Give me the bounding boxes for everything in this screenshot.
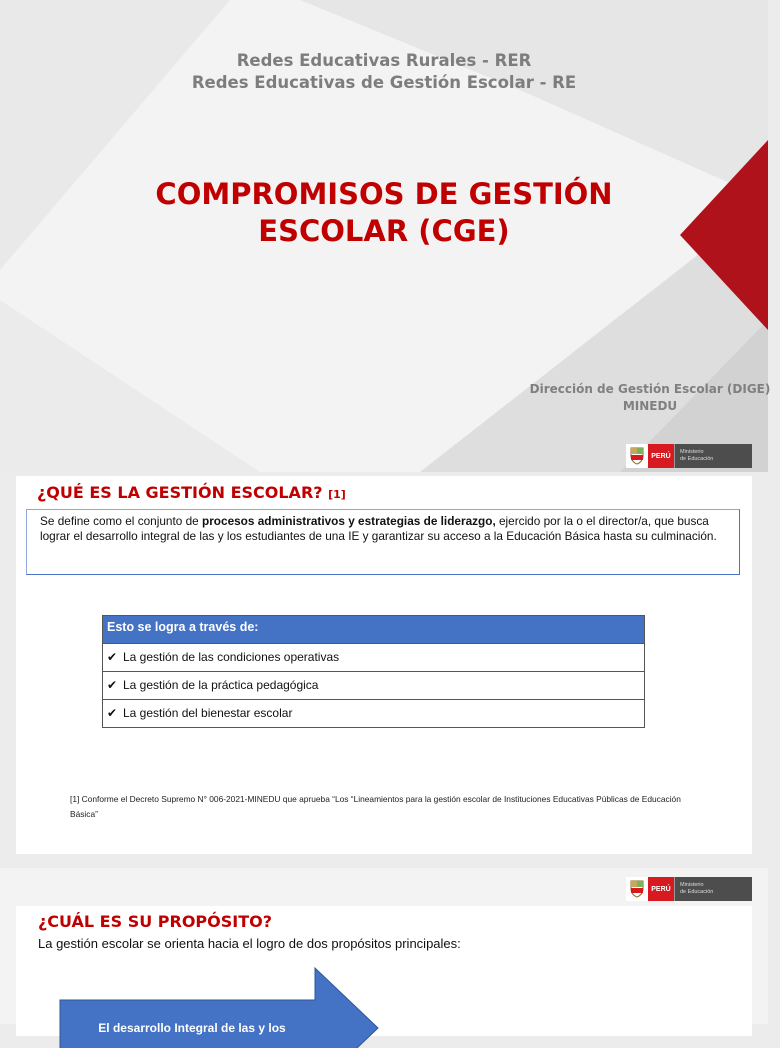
- section-heading: [37, 483, 346, 502]
- section-heading: ¿CUÁL ES SU PROPÓSITO?: [38, 912, 273, 931]
- slide-title: [0, 176, 768, 250]
- minedu-logo: [626, 444, 752, 468]
- title-line: COMPROMISOS DE GESTIÓN: [155, 177, 613, 211]
- coat-of-arms-icon: [626, 444, 648, 468]
- row-text: La gestión del bienestar escolar: [123, 706, 293, 720]
- footnote: [1] Conforme el Decreto Supremo N° 006-2021-MINEDU que aprueba “Los “Lineamientos para la gestión escolar de Instituciones Educativas Públicas de Educación Básica”: [70, 794, 681, 819]
- logo-country: PERÚ: [648, 877, 674, 901]
- row-text: La gestión de la práctica pedagógica: [123, 678, 319, 692]
- network-line: Redes Educativas de Gestión Escolar - RE: [191, 73, 577, 92]
- ministry-line: de Educación: [680, 889, 714, 895]
- definition-pre: Se define como el conjunto de: [40, 514, 202, 528]
- table-row: [103, 699, 644, 727]
- network-names: [0, 50, 768, 94]
- means-table: [102, 615, 645, 728]
- title-slide: [0, 0, 771, 472]
- ministry-line: Ministerio: [680, 882, 704, 888]
- purpose-slide: [0, 868, 768, 1035]
- logo-ministry: [674, 444, 752, 468]
- logo-country: PERÚ: [648, 444, 674, 468]
- row-text: La gestión de las condiciones operativas: [123, 650, 340, 664]
- minedu-logo: [626, 877, 752, 901]
- ministry-line: de Educación: [680, 456, 714, 462]
- arrow-text: El desarrollo Integral de las y los: [98, 1021, 286, 1035]
- definition-slide: [16, 476, 752, 854]
- organization: [520, 381, 780, 415]
- check-icon: ✔: [107, 706, 118, 720]
- definition-bold: procesos administrativos y estrategias de liderazgo,: [202, 514, 496, 528]
- title-line: ESCOLAR (CGE): [258, 214, 510, 248]
- lead-text: La gestión escolar se orienta hacia el logro de dos propósitos principales:: [38, 936, 461, 951]
- table-row: [103, 671, 644, 699]
- heading-text: ¿QUÉ ES LA GESTIÓN ESCOLAR?: [37, 483, 323, 502]
- definition-box: [26, 509, 740, 575]
- network-line: Redes Educativas Rurales - RER: [236, 51, 532, 70]
- check-icon: ✔: [107, 678, 118, 692]
- ministry-line: Ministerio: [680, 449, 704, 455]
- org-line: MINEDU: [622, 399, 678, 413]
- check-icon: ✔: [107, 650, 118, 664]
- logo-ministry: [674, 877, 752, 901]
- arrow-shape: [60, 968, 390, 1048]
- table-header: Esto se logra a través de:: [103, 616, 644, 643]
- table-row: [103, 643, 644, 671]
- footnote-ref: [1]: [328, 488, 346, 501]
- org-line: Dirección de Gestión Escolar (DIGE): [529, 382, 771, 396]
- definition-post: ejercido por la o el director/a, que busca lograr el desarrollo integral de las y los estudiantes de una IE y garantizar su acceso a la Educación Básica hasta su culminación.: [40, 514, 717, 543]
- slide-body: [16, 906, 752, 1036]
- coat-of-arms-icon: [626, 877, 648, 901]
